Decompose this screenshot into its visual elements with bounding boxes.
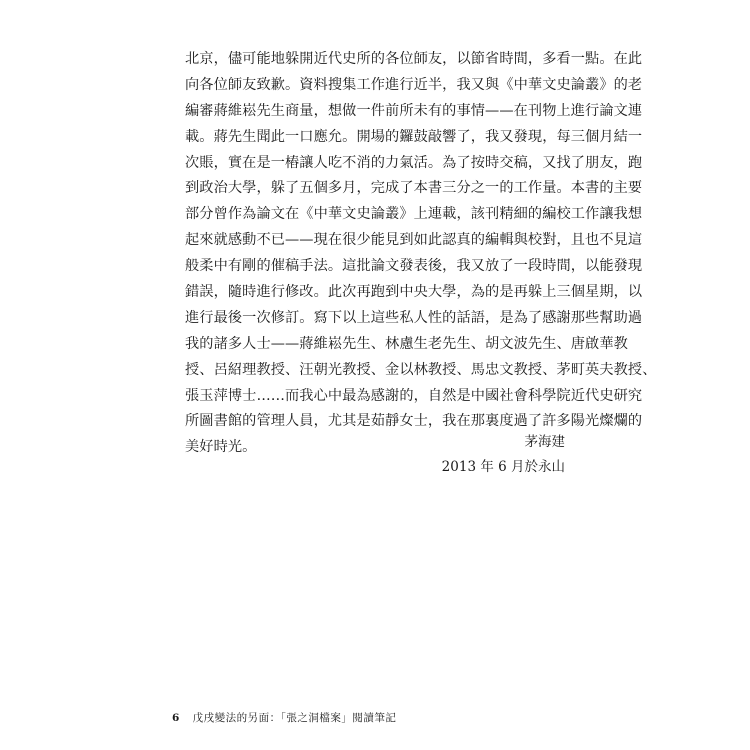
text-line: 錯誤，隨時進行修改。此次再跑到中央大學，為的是再躲上三個星期，以 <box>185 284 643 301</box>
page-number: 6 <box>172 712 180 724</box>
running-title: 戊戌變法的另面：「張之洞檔案」閱讀筆記 <box>192 712 397 724</box>
author-signature <box>442 430 565 480</box>
text-line: 進行最後一次修訂。寫下以上這些私人性的話語，是為了感謝那些幫助過 <box>185 309 643 326</box>
text-line: 我的諸多人士——蔣維崧先生、林慮生老先生、胡文波先生、唐啟華教 <box>185 335 628 352</box>
body-paragraph <box>185 47 657 461</box>
text-line: 北京，儘可能地躲開近代史所的各位師友，以節省時間，多看一點。在此 <box>185 51 643 67</box>
text-line: 載。蔣先生聞此一口應允。開場的鑼鼓敲響了，我又發現，每三個月結一 <box>185 128 643 145</box>
text-line: 般柔中有剛的催稿手法。這批論文發表後，我又放了一段時間，以能發現 <box>185 258 643 275</box>
text-line: 向各位師友致歉。資料搜集工作進行近半，我又與《中華文史論叢》的老 <box>185 76 643 93</box>
signature-date: 2013 年 6 月於永山 <box>441 459 565 475</box>
text-line: 授、呂紹理教授、汪朝光教授、金以林教授、馬忠文教授、茅町英夫教授、 <box>185 361 657 378</box>
text-line: 部分曾作為論文在《中華文史論叢》上連載，該刊精細的編校工作讓我想 <box>185 206 643 223</box>
text-line: 美好時光。 <box>185 439 257 456</box>
text-line: 張玉萍博士……而我心中最為感謝的，自然是中國社會科學院近代史研究 <box>185 387 643 404</box>
text-line: 編審蔣維崧先生商量，想做一件前所未有的事情——在刊物上進行論文連 <box>185 102 643 119</box>
text-line: 起來就感動不已——現在很少能見到如此認真的編輯與校對，且也不見這 <box>185 232 643 249</box>
page-footer <box>172 711 396 725</box>
text-line: 所圖書館的管理人員，尤其是茹靜女士，我在那裏度過了許多陽光燦爛的 <box>185 413 643 430</box>
text-line: 到政治大學，躲了五個多月，完成了本書三分之一的工作量。本書的主要 <box>185 180 643 197</box>
text-line: 次賬，實在是一樁讓人吃不消的力氣活。為了按時交稿，又找了朋友，跑 <box>185 154 643 171</box>
author-name: 茅海建 <box>524 434 565 450</box>
